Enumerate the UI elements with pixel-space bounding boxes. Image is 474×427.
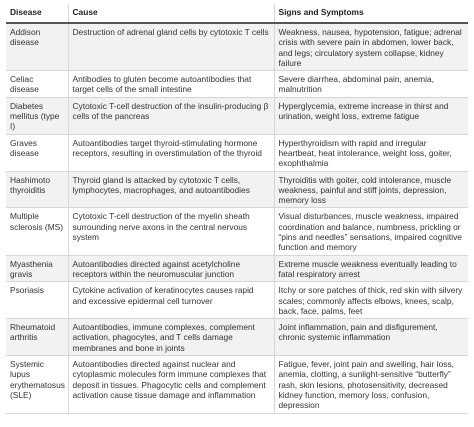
disease-cell: Celiac disease xyxy=(6,71,68,98)
table-row xyxy=(6,71,468,98)
disease-cell: Diabetes mellitus (type I) xyxy=(6,97,68,134)
signs-cell: Hyperglycemia, extreme increase in thirst and urination, weight loss, extreme fatigue xyxy=(274,97,468,134)
autoimmune-disease-table xyxy=(6,4,468,414)
cause-cell: Autoantibodies directed against acetylcholine receptors within the neuromuscular junction xyxy=(68,255,274,282)
cause-cell: Autoantibodies directed against nuclear and cytoplasmic molecules form immune complexes that deposit in tissues. Phagocytic cells and complement activation cause tissue damage and inflammation xyxy=(68,356,274,413)
table-row xyxy=(6,23,468,71)
cause-cell: Cytotoxic T-cell destruction of the myelin sheath surrounding nerve axons in the central nervous system xyxy=(68,208,274,255)
table-row xyxy=(6,319,468,356)
disease-cell: Psoriasis xyxy=(6,282,68,319)
cause-cell: Destruction of adrenal gland cells by cytotoxic T cells xyxy=(68,23,274,71)
disease-cell: Hashimoto thyroiditis xyxy=(6,171,68,208)
signs-cell: Visual disturbances, muscle weakness, impaired coordination and balance, numbness, prickling or “pins and needles” sensations, impaired cognitive function and memory xyxy=(274,208,468,255)
signs-cell: Weakness, nausea, hypotension, fatigue; adrenal crisis with severe pain in abdomen, lower back, and legs; circulatory system collapse, kidney failure xyxy=(274,23,468,71)
table-row xyxy=(6,171,468,208)
table-row xyxy=(6,97,468,134)
autoimmune-disease-table-container xyxy=(6,4,468,414)
disease-cell: Systemic lupus erythematosus (SLE) xyxy=(6,356,68,413)
cause-cell: Autoantibodies, immune complexes, complement activation, phagocytes, and T cells damage membranes and bone in joints xyxy=(68,319,274,356)
table-row xyxy=(6,255,468,282)
table-row xyxy=(6,208,468,255)
cause-cell: Cytotoxic T-cell destruction of the insulin-producing β cells of the pancreas xyxy=(68,97,274,134)
signs-cell: Fatigue, fever, joint pain and swelling, hair loss, anemia, clotting, a sunlight-sensitive “butterfly” rash, skin lesions, photosensitivity, decreased kidney function, memory loss, confusion, depression xyxy=(274,356,468,413)
header-cause: Cause xyxy=(68,4,274,23)
cause-cell: Antibodies to gluten become autoantibodies that target cells of the small intestine xyxy=(68,71,274,98)
signs-cell: Thyroiditis with goiter, cold intolerance, muscle weakness, painful and stiff joints, depression, memory loss xyxy=(274,171,468,208)
disease-cell: Rheumatoid arthritis xyxy=(6,319,68,356)
disease-cell: Addison disease xyxy=(6,23,68,71)
disease-cell: Myasthenia gravis xyxy=(6,255,68,282)
header-signs-and-symptoms: Signs and Symptoms xyxy=(274,4,468,23)
table-row xyxy=(6,134,468,171)
table-header-row xyxy=(6,4,468,23)
signs-cell: Joint inflammation, pain and disfigurement, chronic systemic inflammation xyxy=(274,319,468,356)
cause-cell: Cytokine activation of keratinocytes causes rapid and excessive epidermal cell turnover xyxy=(68,282,274,319)
signs-cell: Hyperthyroidism with rapid and irregular heartbeat, heat intolerance, weight loss, goiter, exophthalmia xyxy=(274,134,468,171)
signs-cell: Itchy or sore patches of thick, red skin with silvery scales; commonly affects elbows, knees, scalp, back, face, palms, feet xyxy=(274,282,468,319)
table-row xyxy=(6,356,468,413)
disease-cell: Graves disease xyxy=(6,134,68,171)
header-disease: Disease xyxy=(6,4,68,23)
signs-cell: Severe diarrhea, abdominal pain, anemia, malnutrition xyxy=(274,71,468,98)
signs-cell: Extreme muscle weakness eventually leading to fatal respiratory arrest xyxy=(274,255,468,282)
disease-cell: Multiple sclerosis (MS) xyxy=(6,208,68,255)
table-row xyxy=(6,282,468,319)
cause-cell: Thyroid gland is attacked by cytotoxic T cells, lymphocytes, macrophages, and autoantibodies xyxy=(68,171,274,208)
cause-cell: Autoantibodies target thyroid-stimulating hormone receptors, resulting in overstimulation of the thyroid xyxy=(68,134,274,171)
